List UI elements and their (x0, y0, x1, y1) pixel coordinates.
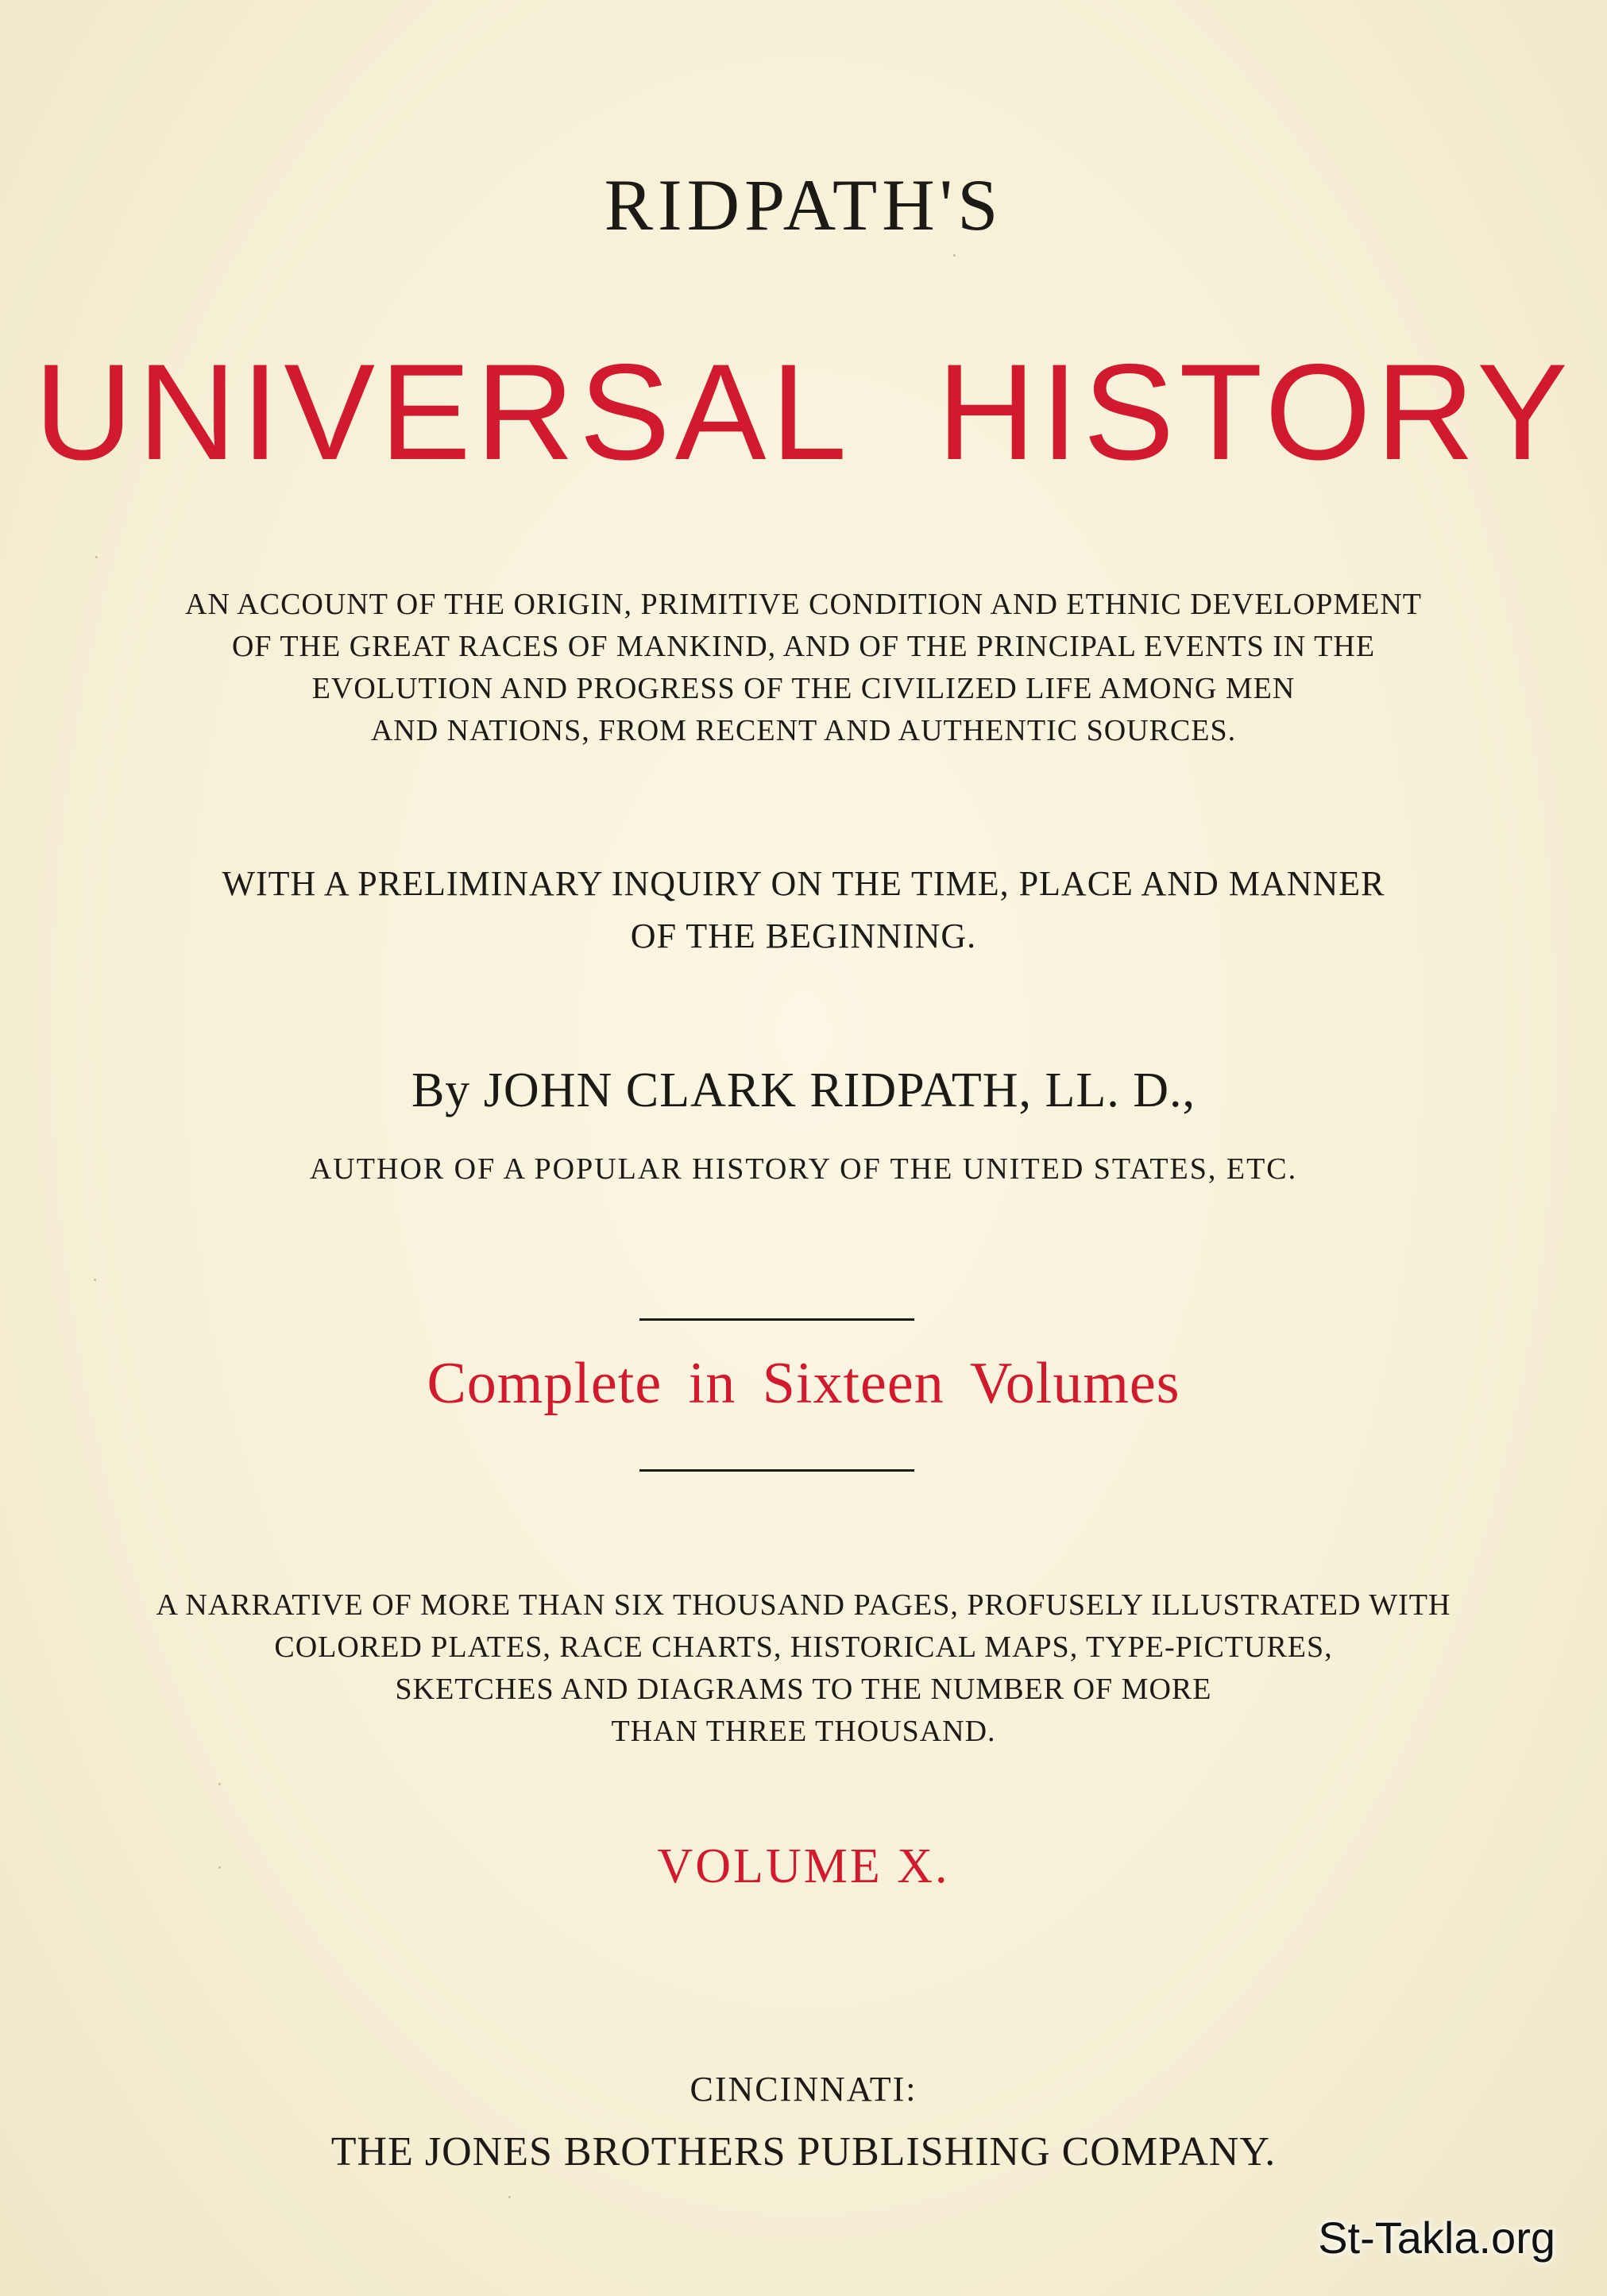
publisher-city: CINCINNATI: (690, 2070, 917, 2109)
narrative-block (0, 1584, 1607, 1753)
paper-speck (218, 1783, 221, 1785)
author-line: By JOHN CLARK RIDPATH, LL. D., (411, 1063, 1196, 1117)
description-block (0, 584, 1607, 752)
author-credit: AUTHOR OF A POPULAR HISTORY OF THE UNITED STATES, ETC. (309, 1152, 1298, 1186)
divider-bottom (639, 1469, 914, 1472)
narrative-line: COLORED PLATES, RACE CHARTS, HISTORICAL MAPS, TYPE-PICTURES, (274, 1630, 1333, 1664)
volumes-note: Complete in Sixteen Volumes (427, 1351, 1180, 1416)
publisher-name: THE JONES BROTHERS PUBLISHING COMPANY. (330, 2129, 1277, 2174)
paper-speck (218, 1866, 221, 1869)
paper-speck (953, 254, 956, 257)
divider-top (639, 1318, 914, 1321)
site-watermark: St-Takla.org (1318, 2213, 1555, 2263)
description-line: AN ACCOUNT OF THE ORIGIN, PRIMITIVE CONDITION AND ETHNIC DEVELOPMENT (185, 588, 1422, 621)
preliminary-block (0, 858, 1607, 963)
paper-speck (94, 1279, 96, 1281)
main-title: UNIVERSAL HISTORY (34, 336, 1573, 488)
description-line: EVOLUTION AND PROGRESS OF THE CIVILIZED LIFE AMONG MEN (311, 672, 1296, 705)
paper-speck (95, 556, 98, 558)
description-line: AND NATIONS, FROM RECENT AND AUTHENTIC SOURCES. (370, 714, 1237, 747)
narrative-line: THAN THREE THOUSAND. (611, 1715, 996, 1748)
top-title: RIDPATH'S (604, 164, 1003, 245)
preliminary-line: WITH A PRELIMINARY INQUIRY ON THE TIME, PLACE AND MANNER (222, 864, 1385, 903)
narrative-line: SKETCHES AND DIAGRAMS TO THE NUMBER OF MORE (395, 1673, 1212, 1706)
narrative-line: A NARRATIVE OF MORE THAN SIX THOUSAND PAGES, PROFUSELY ILLUSTRATED WITH (156, 1588, 1451, 1622)
preliminary-line: OF THE BEGINNING. (630, 916, 977, 955)
volume-number: VOLUME X. (657, 1839, 950, 1893)
description-line: OF THE GREAT RACES OF MANKIND, AND OF THE PRINCIPAL EVENTS IN THE (231, 630, 1376, 663)
paper-speck (508, 2196, 511, 2198)
